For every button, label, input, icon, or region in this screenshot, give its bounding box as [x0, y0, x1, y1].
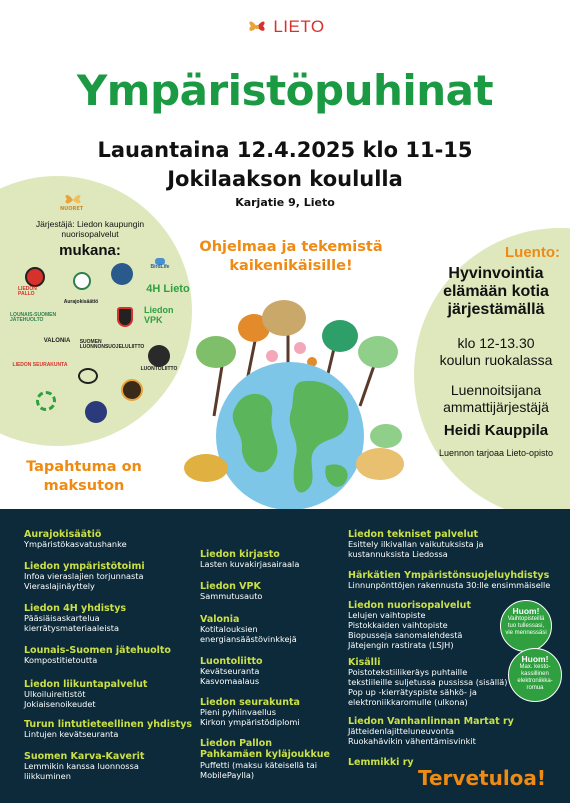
globe-icon — [216, 362, 364, 510]
martat-icon — [84, 400, 108, 424]
exhibitor-entry — [200, 738, 330, 780]
valonia-icon — [34, 336, 80, 346]
exhibitor-activity: Lelujen vaihtopiste Pistokkaiden vaihtopiste Biopusseja sanomalehdestä Jätejengin rastirata (LSJH) — [348, 610, 463, 650]
exhibitor-activity: Poistotekstiilikeräys puhtaille tekstiileille suljetussa pussissa (sisällä) Pop up -kierrätyspiste sähkö- ja elektroniikkaromulle (ulkona) — [348, 667, 508, 707]
football-crest-icon — [18, 264, 52, 300]
exhibitor-activity: Linnunpönttöjen rakennusta 30:lle ensimmäiselle — [348, 580, 551, 591]
exhibitor-activity: Pääsiäisaskartelua kierrätysmateriaaleista — [24, 613, 119, 634]
exhibitor-entry — [24, 561, 145, 592]
exhibitor-activity: Puffetti (maksu käteisellä tai MobilePaylla) — [200, 759, 318, 780]
note-badge — [500, 600, 552, 652]
exhibitor-entry — [200, 581, 262, 602]
exhibitor-name: Liedon 4H yhdistys — [24, 603, 127, 614]
partner-label: Aurajokisäätiö — [63, 299, 99, 306]
exhibitor-activity: Kotitalouksien energiansäästövinkkejä — [200, 624, 297, 645]
lecture-sponsor: Luennon tarjoaa Lieto-opisto — [438, 447, 554, 458]
lieto-logo — [0, 14, 570, 40]
partner-label: 4H Lieto — [146, 283, 190, 295]
lieto-flower-icon — [245, 14, 269, 40]
partner-label: LIEDON SEURAKUNTA — [12, 362, 68, 369]
lecture-time — [426, 335, 566, 370]
exhibitor-activity: Lintujen kevätseuranta — [24, 729, 119, 740]
river-icon — [60, 298, 102, 308]
partner-label: VALONIA — [43, 337, 71, 344]
partner-label: SUOMEN LUONNONSUOJELULIITTO — [79, 338, 145, 350]
globe-trees-illustration — [176, 296, 406, 512]
exhibitor-activity: Kevätseuranta Kasvomaalaus — [200, 666, 260, 687]
lecture-time-text: klo 12-13.30 — [457, 334, 535, 351]
exhibitor-entry — [24, 751, 144, 782]
exhibitor-entry — [200, 656, 263, 687]
exhibitor-name: Lemmikki ry — [348, 757, 414, 768]
program-heading: Ohjelmaa ja tekemistä kaikenikäisille! — [199, 239, 383, 274]
partner-label: Liedon VPK — [144, 305, 174, 325]
exhibitor-name: Lounais-Suomen jätehuolto — [24, 645, 171, 656]
exhibitor-name: Liedon liikuntapalvelut — [24, 679, 148, 690]
badge-text: Max. kesto- kassillinen elektroniikka- romua — [517, 664, 553, 691]
event-venue: Jokilaakson koululla — [167, 167, 403, 191]
exhibitor-activity: Infoa vieraslajien torjunnasta Vieraslajinäyttely — [24, 571, 144, 592]
recycle-icon — [34, 390, 58, 412]
exhibitor-entry — [348, 716, 514, 747]
exhibitor-name: Liedon VPK — [200, 581, 261, 592]
partner-label: BirdLife — [150, 263, 170, 270]
exhibitor-entry — [200, 614, 297, 645]
exhibitor-entry — [24, 603, 126, 634]
organizer-logo-text: NUORET — [60, 206, 84, 212]
dog-crest-icon — [120, 378, 144, 402]
exhibitor-entry — [200, 549, 299, 570]
exhibitor-entry — [24, 645, 171, 666]
badge-heading: Huom! — [512, 606, 540, 616]
luontoliitto-icon — [140, 344, 178, 374]
partner-label: LUONTOLIITTO — [140, 366, 178, 373]
lecture-role: Luennoitsijana ammattijärjestäjä — [443, 381, 549, 416]
parish-icon — [12, 358, 68, 374]
exhibitor-name: Turun lintutieteellinen yhdistys — [24, 719, 193, 730]
exhibitor-name: Valonia — [200, 614, 240, 625]
exhibitor-activity: Sammutusauto — [200, 591, 263, 602]
exhibitor-name: Liedon nuorisopalvelut — [348, 600, 471, 611]
note-badge — [508, 648, 562, 702]
participating-heading: mukana: — [59, 242, 121, 259]
welcome-text: Tervetuloa! — [418, 766, 547, 790]
waste-logo-icon — [10, 308, 66, 328]
exhibitor-entry — [348, 529, 484, 560]
partner-label: LIEDON PALLO — [18, 285, 37, 297]
badge-heading: Huom! — [521, 654, 549, 664]
exhibitor-entry — [24, 679, 147, 710]
animal-outline-icon — [76, 366, 100, 386]
exhibitor-activity: Kompostitietoutta — [24, 655, 98, 666]
exhibitor-entry — [348, 757, 414, 768]
organizer-text: Järjestäjä: Liedon kaupungin nuorisopalvelut — [35, 219, 145, 240]
exhibitor-entry — [200, 697, 300, 728]
lecture-block — [426, 244, 566, 459]
leaf-emblem-icon — [72, 270, 92, 292]
exhibitor-name: Suomen Karva-Kaverit — [24, 751, 145, 762]
exhibitor-activity: Lemmikin kanssa luonnossa liikkuminen — [24, 761, 139, 782]
exhibitor-activity: Jätteidenlajitteluneuvonta Ruokahävikin vähentämisvinkit — [348, 726, 476, 747]
event-address: Karjatie 9, Lieto — [235, 196, 335, 209]
exhibitor-activity: Pieni pyhiinvaellus Kirkon ympäristödiplomi — [200, 707, 300, 728]
lecture-label: Luento: — [505, 244, 560, 261]
exhibitor-activity: Lasten kuvakirjasairaala — [200, 559, 300, 570]
event-date-time: Lauantaina 12.4.2025 klo 11-15 — [97, 138, 473, 162]
exhibitor-name: Liedon seurakunta — [200, 697, 300, 708]
exhibitor-name: Liedon tekniset palvelut — [348, 529, 479, 540]
fire-brigade-crest-icon — [116, 306, 134, 328]
exhibitor-name: Aurajokisäätiö — [24, 529, 102, 540]
partner-label: LOUNAIS-SUOMEN JÄTEHUOLTO — [10, 311, 57, 323]
exhibitor-name: Liedon kirjasto — [200, 549, 280, 560]
free-event-note: Tapahtuma on maksuton — [26, 459, 142, 494]
exhibitor-entry — [24, 529, 127, 550]
nature-league-icon — [79, 334, 145, 356]
exhibitor-entry — [24, 719, 192, 740]
brand-name: LIETO — [273, 17, 325, 36]
exhibitor-name: Liedon ympäristötoimi — [24, 561, 145, 572]
clover-icon — [144, 282, 192, 296]
exhibitor-entry — [348, 600, 471, 651]
exhibitor-entry — [348, 657, 508, 708]
bird-emblem-icon — [110, 262, 134, 286]
lecture-topic: Hyvinvointia elämään kotia järjestämällä — [443, 265, 549, 318]
exhibitor-name: Liedon Vanhanlinnan Martat ry — [348, 716, 514, 727]
exhibitor-activity: Ulkoiluireitistöt Jokiaisenoikeudet — [24, 689, 96, 710]
badge-text: Vaihtopisteillä tuo tullessasi, vie mennessäsi — [505, 616, 547, 636]
lecture-speaker: Heidi Kauppila — [443, 421, 549, 439]
exhibitor-name: Liedon Pallon Pahkamäen kyläjoukkue — [200, 738, 330, 761]
exhibitor-entry — [348, 570, 550, 591]
exhibitor-name: Kisälli — [348, 657, 381, 668]
lecture-location: koulun ruokalassa — [439, 352, 553, 369]
event-title: Ympäristöpuhinat — [76, 66, 494, 115]
exhibitor-activity: Ympäristökasvatushanke — [24, 539, 127, 550]
exhibitor-name: Luontoliitto — [200, 656, 263, 667]
birdlife-icon — [148, 256, 172, 272]
exhibitor-name: Härkätien Ympäristönsuojeluyhdistys — [348, 570, 550, 581]
exhibitor-activity: Esittely ilkivallan vaikutuksista ja kustannuksista Liedossa — [348, 539, 484, 560]
